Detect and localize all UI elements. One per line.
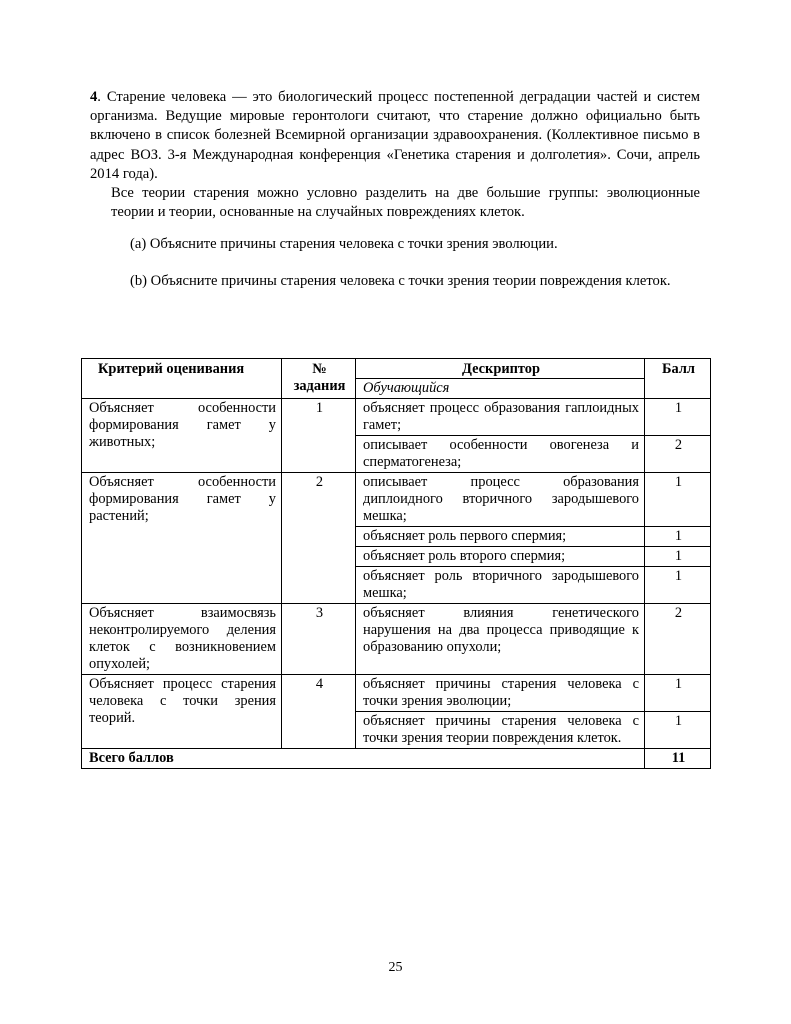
learner-label: Обучающийся bbox=[356, 379, 645, 399]
total-row bbox=[82, 749, 711, 769]
header-descriptor: Дескриптор bbox=[356, 359, 645, 379]
table-row bbox=[82, 604, 711, 675]
header-score: Балл bbox=[645, 359, 711, 399]
task-number-cell: 1 bbox=[282, 399, 356, 473]
score-cell: 1 bbox=[645, 567, 711, 604]
score-cell: 1 bbox=[645, 675, 711, 712]
descriptor-cell: объясняет процесс образования гаплоидных гамет; bbox=[356, 399, 645, 436]
task-intro bbox=[90, 88, 700, 184]
criterion-cell: Объясняет особенности формирования гамет у животных; bbox=[82, 399, 282, 473]
task-number-cell: 2 bbox=[282, 473, 356, 604]
score-cell: 2 bbox=[645, 604, 711, 675]
score-cell: 1 bbox=[645, 527, 711, 547]
header-criterion: Критерий оценивания bbox=[82, 359, 282, 399]
table-row bbox=[82, 399, 711, 436]
header-row bbox=[82, 359, 711, 379]
descriptor-cell: объясняет роль второго спермия; bbox=[356, 547, 645, 567]
score-cell: 2 bbox=[645, 436, 711, 473]
score-cell: 1 bbox=[645, 473, 711, 527]
descriptor-cell: объясняет причины старения человека с точки зрения эволюции; bbox=[356, 675, 645, 712]
score-cell: 1 bbox=[645, 399, 711, 436]
descriptor-cell: объясняет роль вторичного зародышевого мешка; bbox=[356, 567, 645, 604]
table-row bbox=[82, 675, 711, 712]
question-b: (b) Объясните причины старения человека с точки зрения теории повреждения клеток. bbox=[130, 273, 671, 289]
criterion-cell: Объясняет особенности формирования гамет у растений; bbox=[82, 473, 282, 604]
task-theories: Все теории старения можно условно разделить на две большие группы: эволюционные теории и теории, основанные на случайных повреждениях клеток. bbox=[111, 185, 700, 221]
task-text bbox=[90, 88, 700, 222]
task-intro-text: . Старение человека — это биологический процесс постепенной деградации частей и систем организма. Ведущие мировые геронтологи считают, что старение должно официально быть включено в список болезней Всемирной организации здравоохранения. (Коллективное письмо в адрес ВОЗ. 3-я Международная конференция «Генетика старения и долголетия». Сочи, апрель 2014 года). bbox=[90, 89, 700, 182]
descriptor-cell: объясняет влияния генетического нарушения на два процесса приводящие к образованию опухоли; bbox=[356, 604, 645, 675]
task-number: 4 bbox=[90, 89, 98, 105]
criterion-cell: Объясняет взаимосвязь неконтролируемого деления клеток с возникновением опухолей; bbox=[82, 604, 282, 675]
task-number-cell: 4 bbox=[282, 675, 356, 749]
descriptor-cell: описывает особенности овогенеза и сперматогенеза; bbox=[356, 436, 645, 473]
descriptor-cell: объясняет роль первого спермия; bbox=[356, 527, 645, 547]
criterion-cell: Объясняет процесс старения человека с точки зрения теорий. bbox=[82, 675, 282, 749]
task-number-cell: 3 bbox=[282, 604, 356, 675]
total-score: 11 bbox=[645, 749, 711, 769]
total-label: Всего баллов bbox=[82, 749, 645, 769]
rubric-table bbox=[81, 358, 711, 769]
score-cell: 1 bbox=[645, 712, 711, 749]
page-number: 25 bbox=[388, 960, 403, 975]
header-task-no: № задания bbox=[282, 359, 356, 399]
question-a: (a) Объясните причины старения человека с точки зрения эволюции. bbox=[130, 236, 558, 252]
descriptor-cell: объясняет причины старения человека с точки зрения теории повреждения клеток. bbox=[356, 712, 645, 749]
descriptor-cell: описывает процесс образования диплоидного вторичного зародышевого мешка; bbox=[356, 473, 645, 527]
table-row bbox=[82, 473, 711, 527]
score-cell: 1 bbox=[645, 547, 711, 567]
